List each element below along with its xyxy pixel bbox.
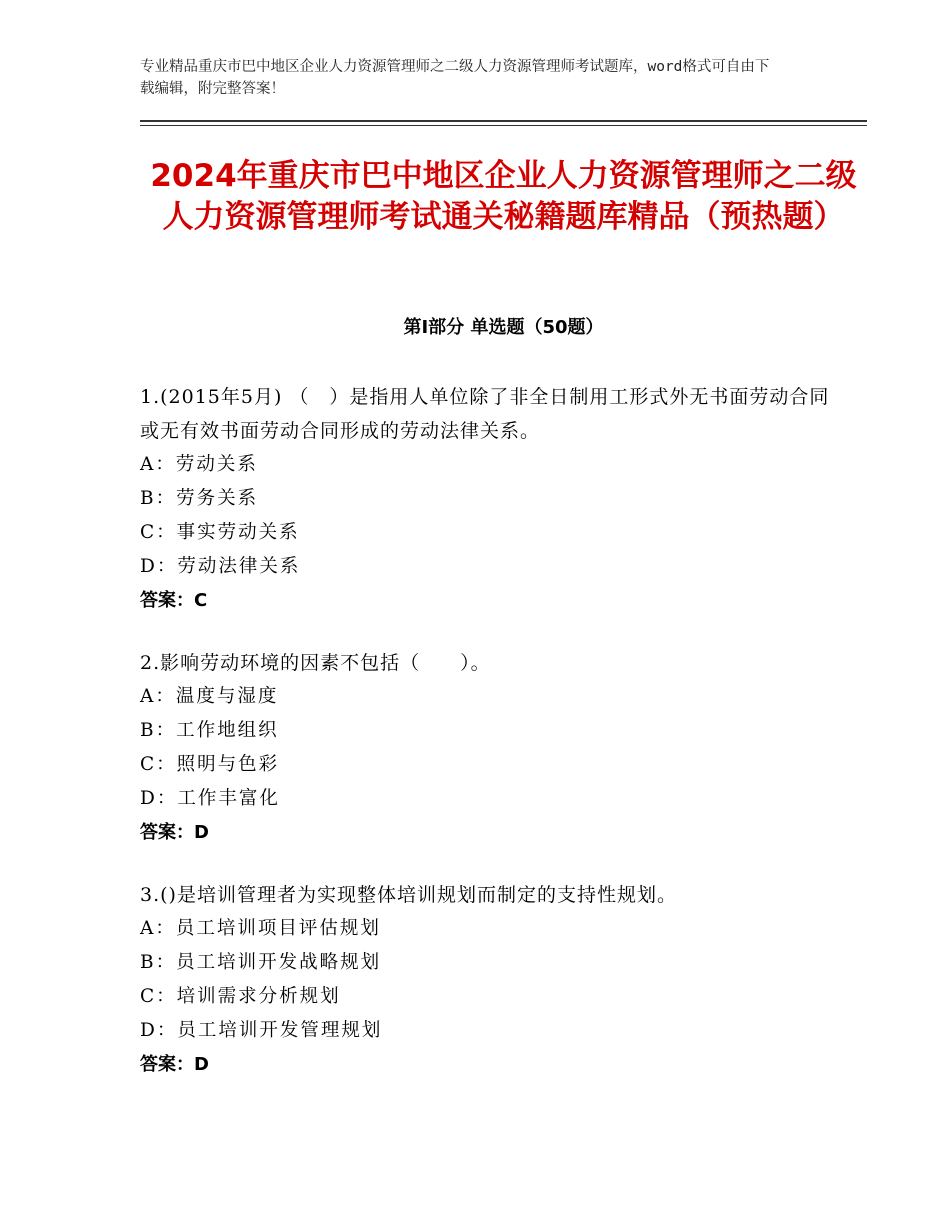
question-stem: 1.(2015年5月) （ ）是指用人单位除了非全日制用工形式外无书面劳动合同或无有效书面劳动合同形成的劳动法律关系。 xyxy=(140,386,830,442)
option-b: B：工作地组织 xyxy=(140,720,279,741)
option-d: D：劳动法律关系 xyxy=(140,556,301,577)
option-d: D：工作丰富化 xyxy=(140,788,280,809)
answer: 答案：D xyxy=(140,822,209,843)
header-rule-thin xyxy=(140,125,867,126)
question-1 xyxy=(140,380,840,618)
question-3 xyxy=(140,878,840,1082)
question-stem: 2.影响劳动环境的因素不包括（ ）。 xyxy=(140,652,491,674)
document-title: 2024年重庆市巴中地区企业人力资源管理师之二级人力资源管理师考试通关秘籍题库精品（预热题） xyxy=(150,158,857,235)
option-a: A：员工培训项目评估规划 xyxy=(140,918,381,939)
section-heading: 第Ⅰ部分 单选题（50题） xyxy=(403,317,604,338)
question-list xyxy=(140,380,840,1110)
option-a: A：温度与湿度 xyxy=(140,686,279,707)
option-a: A：劳动关系 xyxy=(140,454,258,475)
header-rule-thick xyxy=(140,120,867,122)
option-c: C：培训需求分析规划 xyxy=(140,986,341,1007)
question-stem: 3.()是培训管理者为实现整体培训规划而制定的支持性规划。 xyxy=(140,884,677,906)
option-c: C：事实劳动关系 xyxy=(140,522,300,543)
option-c: C：照明与色彩 xyxy=(140,754,280,775)
question-2 xyxy=(140,646,840,850)
option-d: D：员工培训开发管理规划 xyxy=(140,1020,383,1041)
option-b: B：劳务关系 xyxy=(140,488,259,509)
answer: 答案：C xyxy=(140,590,208,611)
header-note: 专业精品重庆市巴中地区企业人力资源管理师之二级人力资源管理师考试题库，word格式可自由下载编辑，附完整答案！ xyxy=(140,59,770,97)
answer: 答案：D xyxy=(140,1054,209,1075)
option-b: B：员工培训开发战略规划 xyxy=(140,952,382,973)
